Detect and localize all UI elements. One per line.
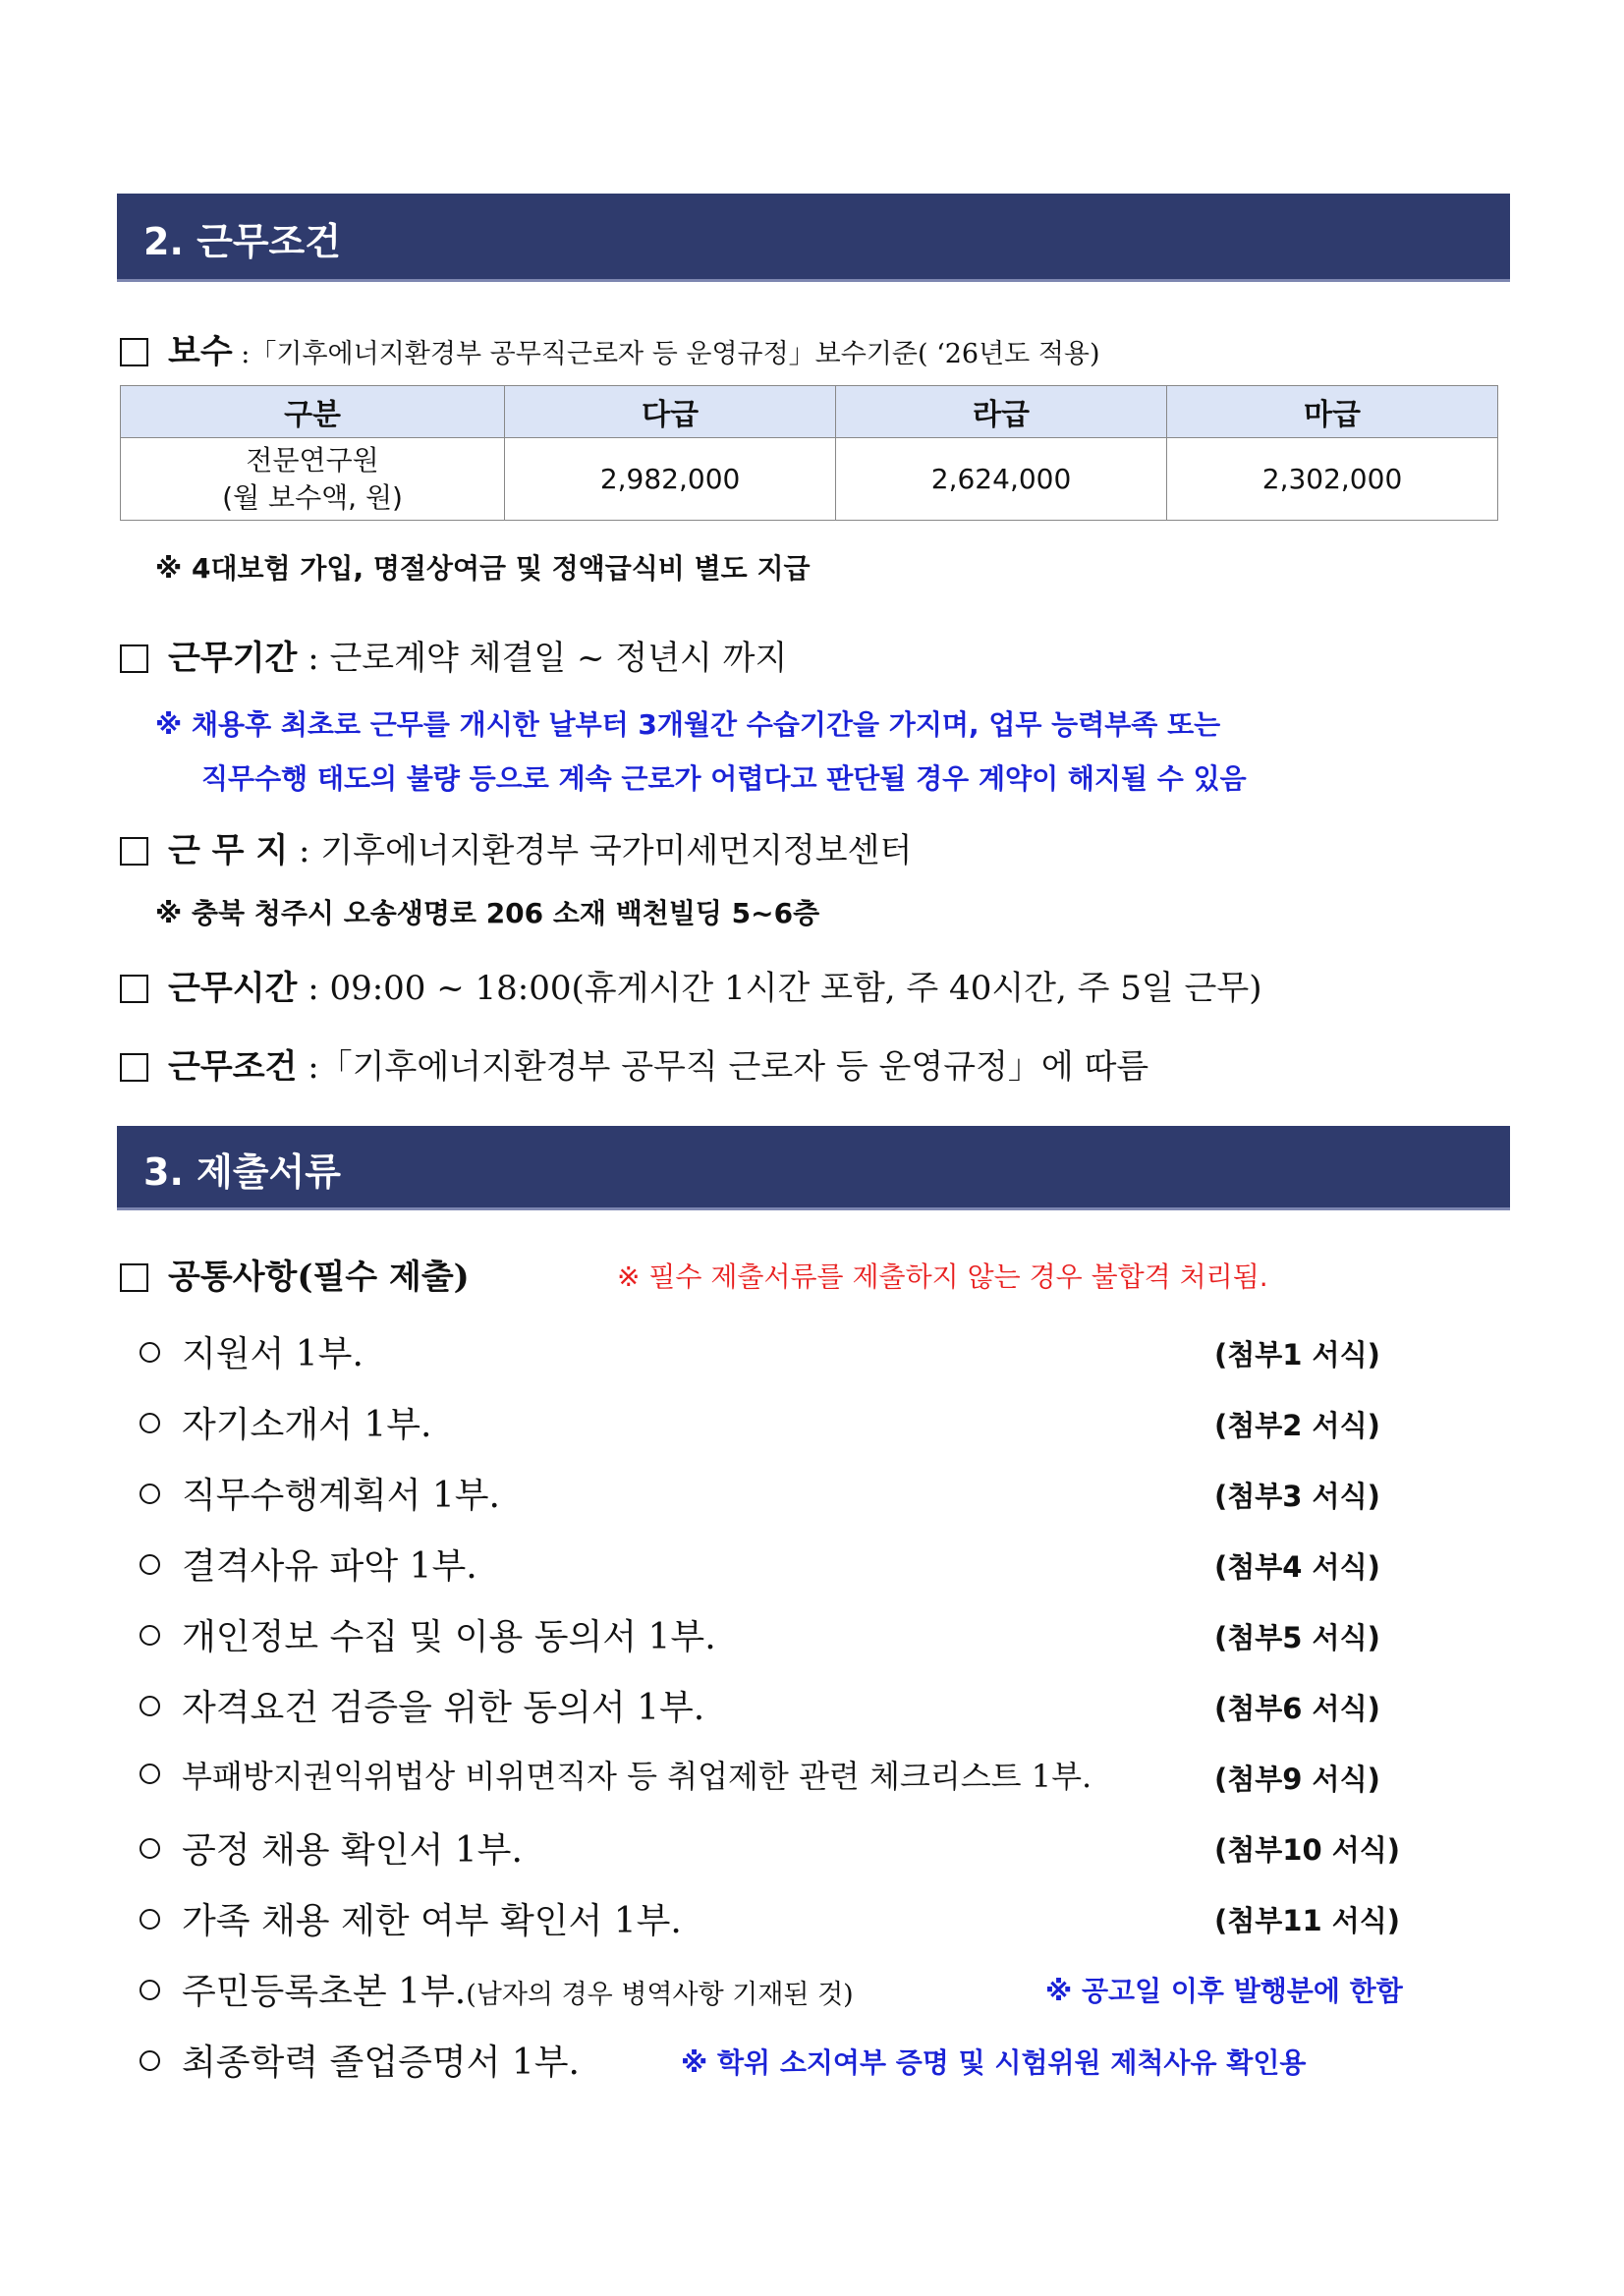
pay-category-line1: 전문연구원 (246, 443, 379, 476)
pay-table-header: 마급 (1167, 386, 1498, 438)
list-item (140, 1752, 1092, 1797)
hours-text: : 09:00 ~ 18:00(휴게시간 1시간 포함, 주 40시간, 주 5일 근무) (297, 969, 1262, 1008)
document-attach: (첨부11 서식) (1214, 1904, 1401, 1937)
section-3-banner (117, 1126, 1510, 1210)
document-text: 자격요건 검증을 위한 동의서 1부. (182, 1688, 705, 1728)
place-label: 근 무 지 (168, 831, 289, 870)
pay-line (120, 324, 1100, 372)
circle-bullet-icon (140, 1980, 160, 2000)
circle-bullet-icon (140, 1764, 160, 1784)
list-item (140, 1893, 682, 1943)
circle-bullet-icon (140, 1909, 160, 1930)
resident-note: ※ 공고일 이후 발행분에 한함 (1045, 1975, 1403, 2007)
circle-bullet-icon (140, 1838, 160, 1859)
circle-bullet-icon (140, 2050, 160, 2071)
pay-category-line2: (월 보수액, 원) (222, 480, 403, 514)
list-item (140, 1326, 364, 1376)
pay-table-header-row (121, 386, 1498, 438)
degree-note: ※ 학위 소지여부 증명 및 시험위원 제척사유 확인용 (681, 2046, 1307, 2079)
pay-table-cell: 2,624,000 (836, 438, 1167, 521)
pay-table-header: 구분 (121, 386, 505, 438)
pay-table-row (121, 438, 1498, 521)
document-text: 부패방지권익위법상 비위면직자 등 취업제한 관련 체크리스트 1부. (182, 1758, 1092, 1795)
document-attach: (첨부9 서식) (1214, 1763, 1380, 1796)
document-paren: (남자의 경우 병역사항 기재된 것) (466, 1980, 854, 2010)
pay-table (120, 385, 1498, 521)
list-item (140, 1539, 477, 1589)
hours-line (120, 961, 1262, 1009)
document-text: 직무수행계획서 1부. (182, 1476, 500, 1516)
place-line (120, 823, 912, 871)
document-text: 지원서 1부. (182, 1334, 364, 1374)
list-item (140, 1680, 704, 1730)
list-item (140, 1964, 854, 2014)
conditions-line (120, 1039, 1148, 1088)
list-item (140, 2035, 580, 2085)
period-note-line2: 직무수행 태도의 불량 등으로 계속 근로가 어렵다고 판단될 경우 계약이 해지될 수 있음 (201, 762, 1247, 795)
document-text: 공정 채용 확인서 1부. (182, 1830, 523, 1871)
list-item (140, 1397, 431, 1447)
list-item (140, 1468, 500, 1518)
period-text: : 근로계약 체결일 ~ 정년시 까지 (297, 639, 788, 678)
checkbox-icon (120, 837, 148, 866)
pay-note: ※ 4대보험 가입, 명절상여금 및 정액급식비 별도 지급 (155, 552, 811, 585)
pay-table-header: 다급 (505, 386, 836, 438)
period-note-line1: ※ 채용후 최초로 근무를 개시한 날부터 3개월간 수습기간을 가지며, 업무 능력부족 또는 (155, 708, 1221, 741)
checkbox-icon (120, 644, 148, 673)
document-attach: (첨부2 서식) (1214, 1409, 1380, 1442)
checkbox-icon (120, 338, 148, 366)
document-text: 개인정보 수집 및 이용 동의서 1부. (182, 1617, 716, 1657)
checkbox-icon (120, 1263, 148, 1292)
checkbox-icon (120, 975, 148, 1003)
list-item (140, 1822, 523, 1873)
hours-label: 근무시간 (168, 969, 298, 1008)
document-attach: (첨부1 서식) (1214, 1338, 1380, 1372)
document-text: 자기소개서 1부. (182, 1405, 432, 1445)
document-attach: (첨부6 서식) (1214, 1692, 1380, 1725)
pay-table-header: 라급 (836, 386, 1167, 438)
pay-table-cell: 2,302,000 (1167, 438, 1498, 521)
checkbox-icon (120, 1053, 148, 1082)
section-2-banner (117, 194, 1510, 282)
document-attach: (첨부3 서식) (1214, 1480, 1380, 1513)
document-text: 주민등록초본 1부. (182, 1972, 467, 2012)
circle-bullet-icon (140, 1696, 160, 1716)
pay-table-cell: 2,982,000 (505, 438, 836, 521)
common-note: ※ 필수 제출서류를 제출하지 않는 경우 불합격 처리됨. (617, 1260, 1268, 1293)
pay-label: 보수 (168, 332, 233, 371)
list-item (140, 1609, 716, 1659)
place-text: : 기후에너지환경부 국가미세먼지정보센터 (288, 831, 913, 870)
period-line (120, 631, 787, 679)
document-text: 최종학력 졸업증명서 1부. (182, 2043, 580, 2083)
document-text: 결격사유 파악 1부. (182, 1546, 477, 1587)
pay-text: :「기후에너지환경부 공무직근로자 등 운영규정」보수기준( ‘26년도 적용) (232, 339, 1100, 369)
section-3-title: 3. 제출서류 (143, 1150, 341, 1194)
conditions-text: :「기후에너지환경부 공무직 근로자 등 운영규정」에 따름 (297, 1047, 1149, 1087)
circle-bullet-icon (140, 1625, 160, 1646)
section-2-title: 2. 근무조건 (143, 220, 341, 263)
document-attach: (첨부10 서식) (1214, 1833, 1401, 1867)
document-attach: (첨부5 서식) (1214, 1621, 1380, 1654)
document-attach: (첨부4 서식) (1214, 1550, 1380, 1584)
pay-table-category-cell (121, 438, 505, 521)
circle-bullet-icon (140, 1342, 160, 1363)
common-line (120, 1250, 470, 1298)
circle-bullet-icon (140, 1554, 160, 1575)
period-label: 근무기간 (168, 639, 298, 678)
document-text: 가족 채용 제한 여부 확인서 1부. (182, 1901, 682, 1941)
common-label: 공통사항(필수 제출) (168, 1258, 470, 1297)
circle-bullet-icon (140, 1484, 160, 1504)
place-note: ※ 충북 청주시 오송생명로 206 소재 백천빌딩 5~6층 (155, 897, 820, 929)
circle-bullet-icon (140, 1413, 160, 1433)
conditions-label: 근무조건 (168, 1047, 298, 1087)
